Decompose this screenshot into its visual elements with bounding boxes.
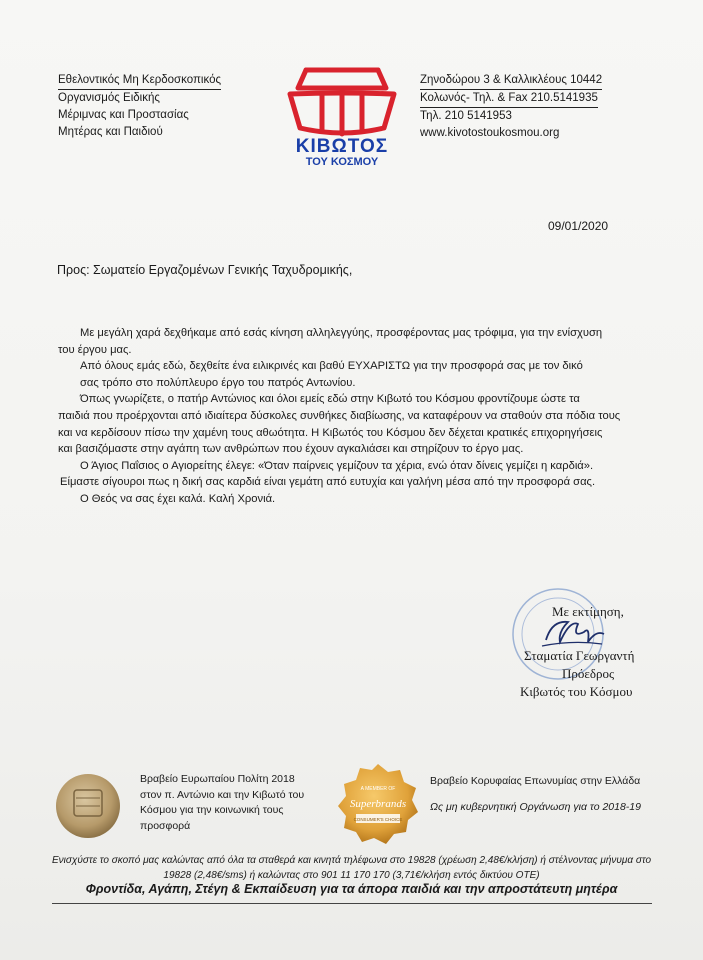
badge-brand-text: Superbrands [349, 798, 407, 810]
body-line: και βασιζόμαστε στην αγάπη των ανθρώπων που έχουν αγκαλιάσει και στηρίζουν το έργο μας. [58, 443, 524, 456]
donation-line: 19828 (2,48€/sms) ή καλώντας στο 901 11 170 170 (3,71€/κλήση εντός δικτύου ΟΤΕ) [163, 870, 540, 881]
donation-info [0, 853, 703, 883]
org-line: Οργανισμός Ειδικής [58, 92, 160, 104]
body-line: Όπως γνωρίζετε, ο πατήρ Αντώνιος και όλοι εμείς εδώ στην Κιβωτό του Κόσμου φροντίζουμε ώστε τα [80, 393, 580, 406]
badge-sub-text: CONSUMER'S CHOICE [353, 817, 403, 822]
signatory-name: Σταματία Γεωργαντή [524, 648, 635, 663]
body-line: σας τρόπο στο πολύπλευρο έργο του πατρός Αντωνίου. [80, 376, 356, 389]
footer-motto: Φροντίδα, Αγάπη, Στέγη & Εκπαίδευση για τα άπορα παιδιά και την απροστάτευτη μητέρα [85, 882, 618, 896]
body-line: του έργου μας. [58, 343, 132, 356]
award-line: προσφορά [140, 819, 191, 832]
signature-block [500, 598, 670, 708]
award-line: Βραβείο Ευρωπαίου Πολίτη 2018 [140, 773, 295, 785]
body-line: Με μεγάλη χαρά δεχθήκαμε από εσάς κίνηση αλληλεγγύης, προσφέροντας μας τρόφιμα, για την ενίσχυση [80, 327, 603, 339]
body-line: παιδιά που προέρχονται από ιδιαίτερα δύσκολες συνθήκες διαβίωσης, να καταφέρουν να σταθούν στα πόδια τους [58, 409, 621, 422]
org-line: Μητέρας και Παιδιού [58, 126, 163, 138]
letter-date: 09/01/2020 [548, 219, 609, 233]
phone-line: Τηλ. 210 5141953 [420, 110, 512, 122]
body-line: Είμαστε σίγουροι πως η δική σας καρδιά είναι γεμάτη από ευτυχία και γαλήνη μέσα από την προσφορά σας. [60, 476, 596, 489]
contact-info [420, 72, 602, 142]
european-citizen-medal-icon [52, 768, 122, 840]
award-line: Κόσμου για την κοινωνική τους [140, 804, 284, 816]
body-line: και να κερδίσουν πίσω την χαμένη τους αθωότητα. Η Κιβωτός του Κόσμου δεν δέχεται κρατικές επιχορηγήσεις [58, 426, 603, 439]
org-line: Μέριμνας και Προστασίας [58, 109, 189, 121]
org-line: Εθελοντικός Μη Κερδοσκοπικός [58, 72, 221, 90]
ark-icon [284, 58, 400, 170]
letter-body [58, 325, 658, 508]
footer-divider [52, 903, 652, 904]
logo-subtitle: ΤΟΥ ΚΟΣΜΟΥ [305, 156, 379, 168]
address-line: Ζηνοδώρου 3 & Καλλικλέους 10442 [420, 72, 602, 90]
body-line: Ο Άγιος Παΐσιος ο Αγιορείτης έλεγε: «Όταν παίρνεις γεμίζουν τα χέρια, ενώ όταν δίνεις γεμίζει η καρδιά». [80, 459, 594, 472]
superbrands-badge-icon [336, 762, 420, 846]
body-line: Από όλους εμάς εδώ, δεχθείτε ένα ειλικρινές και βαθύ ΕΥΧΑΡΙΣΤΩ για την προσφορά σας με τον δικό [80, 360, 583, 373]
award-line: στον π. Αντώνιο και την Κιβωτό του [140, 788, 305, 801]
signatory-title: Πρόεδρος [562, 666, 615, 681]
closing-text: Με εκτίμηση, [552, 604, 624, 619]
kivotos-logo [284, 58, 400, 170]
body-line: Ο Θεός να σας έχει καλά. Καλή Χρονιά. [80, 492, 276, 505]
awards-section [0, 760, 703, 850]
recipient-line: Προς: Σωματείο Εργαζομένων Γενικής Ταχυδρομικής, [57, 263, 353, 277]
award-line: Ως μη κυβερνητική Οργάνωση για το 2018-19 [430, 800, 641, 813]
award-european-citizen [140, 772, 304, 834]
award-line: Βραβείο Κορυφαίας Επωνυμίας στην Ελλάδα [430, 775, 641, 787]
website-line: www.kivotostoukosmou.org [420, 127, 560, 139]
signatory-organization: Κιβωτός του Κόσμου [520, 684, 633, 699]
award-superbrands [430, 774, 641, 815]
logo-title: ΚΙΒΩΤΟΣ [295, 136, 389, 157]
phone-fax-line: Κολωνός- Τηλ. & Fax 210.5141935 [420, 90, 598, 108]
badge-top-text: A MEMBER OF [360, 786, 396, 792]
donation-line: Ενισχύστε το σκοπό μας καλώντας από όλα τα σταθερά και κινητά τηλέφωνα στο 19828 (χρέωση 2,48€/κλήση) ή στέλνοντας μήνυμα στο [51, 855, 652, 866]
organization-description [58, 72, 221, 141]
